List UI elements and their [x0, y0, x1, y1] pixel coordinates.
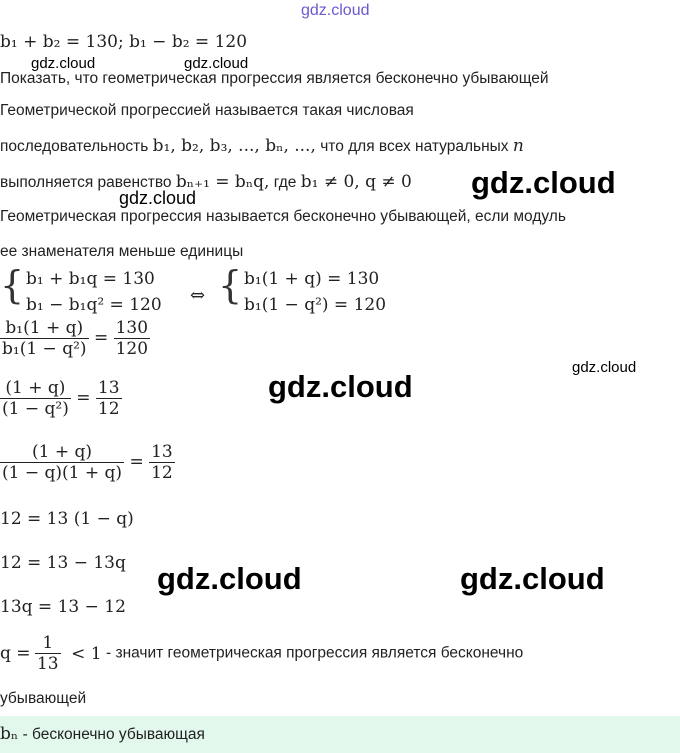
- result-statement: [0, 724, 205, 744]
- eq2-lhs-denominator: (1 − q²): [2, 399, 69, 419]
- definition-text-where: где: [273, 174, 297, 191]
- q-less-than-one: < 1: [71, 643, 102, 664]
- definition-line-3: [0, 172, 412, 192]
- eq3-lhs-numerator: (1 + q): [32, 442, 93, 462]
- equation-4: 12 = 13 (1 − q): [0, 509, 134, 529]
- task-statement: Показать, что геометрическая прогрессия является бесконечно убывающей: [0, 70, 549, 87]
- eq1-lhs-denominator: b₁(1 − q²): [2, 339, 87, 359]
- definition-line-4: Геометрическая прогрессия называется бесконечно убывающей, если модуль: [0, 208, 566, 225]
- eq3-equals: =: [129, 452, 144, 472]
- eq2-lhs-fraction: [0, 378, 71, 419]
- definition-line-2: [0, 136, 524, 156]
- eq1-rhs-numerator: 130: [115, 318, 149, 338]
- system-right-eq1: b₁(1 + q) = 130: [244, 269, 380, 289]
- eq2-equals: =: [76, 388, 91, 408]
- equation-6: 13q = 13 − 12: [0, 597, 126, 617]
- conclusion-text: - значит геометрическая прогрессия является бесконечно: [106, 644, 524, 662]
- equation-5: 12 = 13 − 13q: [0, 553, 126, 573]
- watermark-large-2: gdz.cloud: [268, 369, 413, 404]
- definition-line-5: ее знаменателя меньше единицы: [0, 243, 244, 260]
- equation-3: [0, 442, 175, 483]
- conclusion-text-2: убывающей: [0, 690, 87, 707]
- definition-text-mid: что для всех натуральных: [320, 138, 509, 155]
- natural-n: n: [512, 136, 524, 156]
- eq2-rhs-fraction: [96, 378, 122, 419]
- result-variable: bₙ: [0, 724, 19, 744]
- eq3-lhs-denominator: (1 − q)(1 + q): [2, 463, 123, 483]
- watermark-large-3: gdz.cloud: [157, 561, 302, 596]
- eq1-equals: =: [93, 328, 109, 348]
- given-equations: b₁ + b₂ = 130; b₁ − b₂ = 120: [0, 32, 248, 52]
- eq1-lhs-fraction: [0, 318, 89, 359]
- eq3-rhs-denominator: 12: [151, 463, 173, 483]
- system-left-eq2: b₁ − b₁q² = 120: [26, 295, 162, 315]
- equation-2: [0, 378, 122, 419]
- eq1-rhs-fraction: [114, 318, 150, 359]
- definition-text-prefix: последовательность: [0, 138, 149, 155]
- definition-line-1: Геометрической прогрессией называется такая числовая: [0, 102, 414, 119]
- watermark-small-2: gdz.cloud: [184, 55, 249, 72]
- eq2-lhs-numerator: (1 + q): [5, 378, 66, 398]
- q-denominator: 13: [36, 654, 59, 674]
- eq3-rhs-fraction: [149, 442, 175, 483]
- eq2-rhs-denominator: 12: [97, 399, 120, 419]
- watermark-large-1: gdz.cloud: [471, 165, 616, 200]
- eq1-rhs-denominator: 120: [115, 339, 149, 359]
- q-fraction: [35, 633, 61, 674]
- definition-text-prefix-2: выполняется равенство: [0, 174, 172, 191]
- eq3-lhs-fraction: [0, 442, 124, 483]
- watermark-top: gdz.cloud: [301, 2, 370, 19]
- watermark-medium-1: gdz.cloud: [119, 188, 197, 208]
- q-equals: q =: [0, 643, 31, 664]
- watermark-small-3: gdz.cloud: [572, 359, 637, 376]
- watermark-small-1: gdz.cloud: [31, 55, 96, 72]
- eq3-rhs-numerator: 13: [151, 442, 173, 462]
- right-system-brace-icon: {: [218, 263, 243, 307]
- q-numerator: 1: [42, 633, 54, 653]
- equation-1: [0, 318, 150, 359]
- equivalence-sign: ⇔: [190, 285, 206, 306]
- left-brace-icon: {: [0, 263, 25, 307]
- nonzero-condition: b₁ ≠ 0, q ≠ 0: [300, 172, 412, 192]
- watermark-large-4: gdz.cloud: [460, 561, 605, 596]
- system-left-eq1: b₁ + b₁q = 130: [26, 269, 155, 289]
- recurrence-formula: bₙ₊₁ = bₙq,: [175, 172, 270, 192]
- eq2-rhs-numerator: 13: [97, 378, 120, 398]
- sequence-formula: b₁, b₂, b₃, ..., bₙ, ...,: [152, 136, 316, 156]
- system-right-eq2: b₁(1 − q²) = 120: [244, 295, 387, 315]
- equation-7: [0, 633, 523, 674]
- result-text: - бесконечно убывающая: [22, 726, 205, 743]
- eq1-lhs-numerator: b₁(1 + q): [5, 318, 84, 338]
